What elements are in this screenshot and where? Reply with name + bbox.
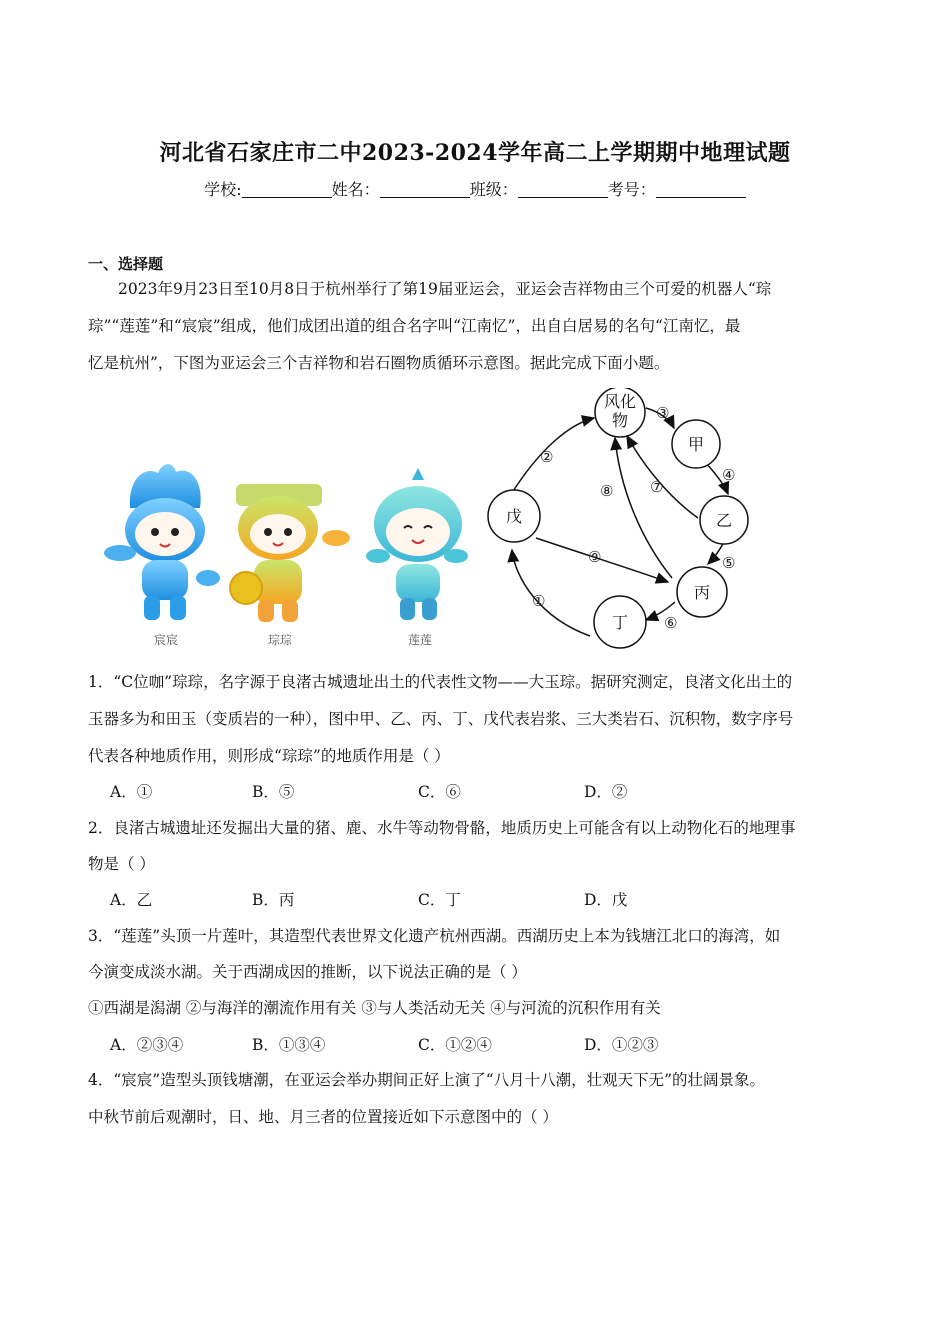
mascots-and-rock-cycle-figure	[100, 388, 780, 660]
mascot-lianlian	[366, 468, 468, 647]
q2-option-a[interactable]: A．乙	[110, 891, 153, 909]
node-label-yi: 乙	[715, 511, 733, 530]
school-field-label: 学校:	[204, 180, 242, 199]
arrow-label-3: ③	[656, 404, 670, 422]
mascot-label-chenchen: 宸宸	[153, 633, 179, 647]
q1-option-b[interactable]: B．⑤	[252, 783, 295, 801]
arrow-label-6: ⑥	[664, 614, 678, 632]
arrow-label-9: ⑨	[588, 548, 602, 566]
q3-option-d[interactable]: D．①②③	[584, 1036, 659, 1054]
q4-line-1: 4．“宸宸”造型头顶钱塘潮，在亚运会举办期间正好上演了“八月十八潮，壮观天下无”的壮阔景象。	[88, 1071, 766, 1089]
node-label-wu: 戊	[505, 507, 523, 526]
node-label-jia: 甲	[687, 435, 705, 454]
class-field-label: 班级：	[469, 180, 518, 199]
q4-line-2: 中秋节前后观潮时，日、地、月三者的位置接近如下示意图中的（ ）	[88, 1108, 558, 1126]
mascot-congcong	[230, 484, 350, 647]
id-blank[interactable]	[656, 181, 746, 198]
mascot-chenchen	[104, 464, 220, 647]
arrow-label-5: ⑤	[722, 554, 736, 572]
student-info-line	[0, 177, 950, 200]
q1-line-1: 1．“C位咖”琮琮，名字源于良渚古城遗址出土的代表性文物——大玉琮。据研究测定，良渚文化出土的	[88, 673, 793, 691]
arrow-label-2: ②	[540, 448, 554, 466]
arrow-label-8: ⑧	[600, 482, 614, 500]
q1-option-a[interactable]: A．①	[110, 783, 153, 801]
intro-line-1: 2023年9月23日至10月8日于杭州举行了第19届亚运会，亚运会吉祥物由三个可爱的机器人“琮	[118, 280, 772, 298]
mascot-label-lianlian: 莲莲	[407, 633, 433, 647]
q1-option-d[interactable]: D．②	[584, 783, 628, 801]
arrow-8	[615, 438, 672, 578]
q2-option-b[interactable]: B．丙	[252, 891, 295, 909]
node-label-weathering-1: 风化	[603, 392, 637, 411]
q3-statements: ①西湖是潟湖 ②与海洋的潮流作用有关 ③与人类活动无关 ④与河流的沉积作用有关	[88, 999, 661, 1017]
q3-option-c[interactable]: C．①②④	[418, 1036, 492, 1054]
q3-line-2: 今演变成淡水湖。关于西湖成因的推断，以下说法正确的是（ ）	[88, 963, 527, 981]
section-heading: 一、选择题	[88, 255, 164, 273]
node-label-weathering-2: 物	[611, 411, 629, 430]
q3-option-b[interactable]: B．①③④	[252, 1036, 326, 1054]
arrow-9	[536, 538, 668, 582]
class-blank[interactable]	[518, 181, 608, 198]
intro-line-3: 忆是杭州”，下图为亚运会三个吉祥物和岩石圈物质循环示意图。据此完成下面小题。	[88, 354, 670, 372]
mascot-label-congcong: 琮琮	[267, 633, 293, 647]
arrow-1	[512, 550, 590, 636]
q3-option-a[interactable]: A．②③④	[110, 1036, 184, 1054]
node-label-bing: 丙	[693, 583, 711, 602]
q2-line-1: 2．良渚古城遗址还发掘出大量的猪、鹿、水牛等动物骨骼，地质历史上可能含有以上动物化石的地理事	[88, 819, 796, 837]
q1-option-c[interactable]: C．⑥	[418, 783, 461, 801]
intro-line-2: 琮”“莲莲”和“宸宸”组成，他们成团出道的组合名字叫“江南忆”，出自白居易的名句“江南忆，最	[88, 317, 741, 335]
q1-line-3: 代表各种地质作用，则形成“琮琮”的地质作用是（ ）	[88, 747, 450, 765]
q1-line-2: 玉器多为和田玉（变质岩的一种），图中甲、乙、丙、丁、戊代表岩浆、三大类岩石、沉积物，数字序号	[88, 710, 794, 728]
id-field-label: 考号：	[607, 180, 656, 199]
arrow-label-4: ④	[722, 466, 736, 484]
name-blank[interactable]	[380, 181, 470, 198]
q2-line-2: 物是（ ）	[88, 855, 155, 873]
q2-option-d[interactable]: D．戊	[584, 891, 628, 909]
arrow-label-1: ①	[532, 592, 546, 610]
page-title: 河北省石家庄市二中2023-2024学年高二上学期期中地理试题	[159, 140, 791, 166]
q3-line-1: 3．“莲莲”头顶一片莲叶，其造型代表世界文化遗产杭州西湖。西湖历史上本为钱塘江北口的海湾，如	[88, 927, 781, 945]
name-field-label: 姓名：	[331, 180, 380, 199]
node-label-ding: 丁	[611, 613, 629, 632]
school-blank[interactable]	[242, 181, 332, 198]
q2-option-c[interactable]: C．丁	[418, 891, 461, 909]
arrow-label-7: ⑦	[650, 478, 664, 496]
